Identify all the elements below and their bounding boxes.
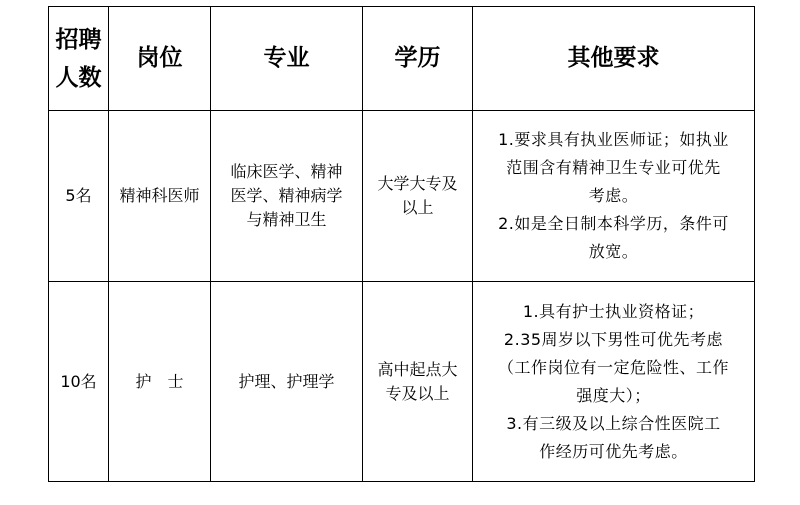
table-row	[49, 111, 755, 282]
header-requirements: 其他要求	[473, 7, 755, 111]
education-line: 大学大专及	[377, 174, 458, 193]
education-cell	[363, 282, 473, 482]
requirements-cell: 1.具有护士执业资格证； 2.35周岁以下男性可优先考虑 （工作岗位有一定危险性、工作 强度大）； 3.有三级及以上综合性医院工 作经历可优先考虑。	[473, 282, 755, 482]
requirements-cell: 1.要求具有执业医师证；如执业 范围含有精神卫生专业可优先 考虑。 2.如是全日制本科学历，条件可 放宽。	[473, 111, 755, 282]
header-position: 岗位	[109, 7, 211, 111]
count-cell: 5名	[49, 111, 109, 282]
table-row	[49, 282, 755, 482]
education-line: 专及以上	[385, 383, 450, 403]
education-line: 高中起点大	[377, 359, 458, 379]
major-cell	[211, 111, 363, 282]
major-line: 临床医学、精神	[230, 162, 343, 181]
education-line: 以上	[401, 198, 434, 217]
education-cell	[363, 111, 473, 282]
header-education: 学历	[363, 7, 473, 111]
header-count-line2: 人数	[55, 63, 102, 91]
major-line: 护理、护理学	[238, 371, 335, 391]
major-line: 与精神卫生	[246, 210, 327, 229]
position-cell: 护 士	[109, 282, 211, 482]
header-count-line1: 招聘	[55, 25, 102, 53]
recruitment-table	[48, 6, 755, 482]
major-line: 医学、精神病学	[230, 186, 343, 205]
header-major: 专业	[211, 7, 363, 111]
position-cell: 精神科医师	[109, 111, 211, 282]
count-cell: 10名	[49, 282, 109, 482]
header-count	[49, 7, 109, 111]
major-cell	[211, 282, 363, 482]
header-row	[49, 7, 755, 111]
